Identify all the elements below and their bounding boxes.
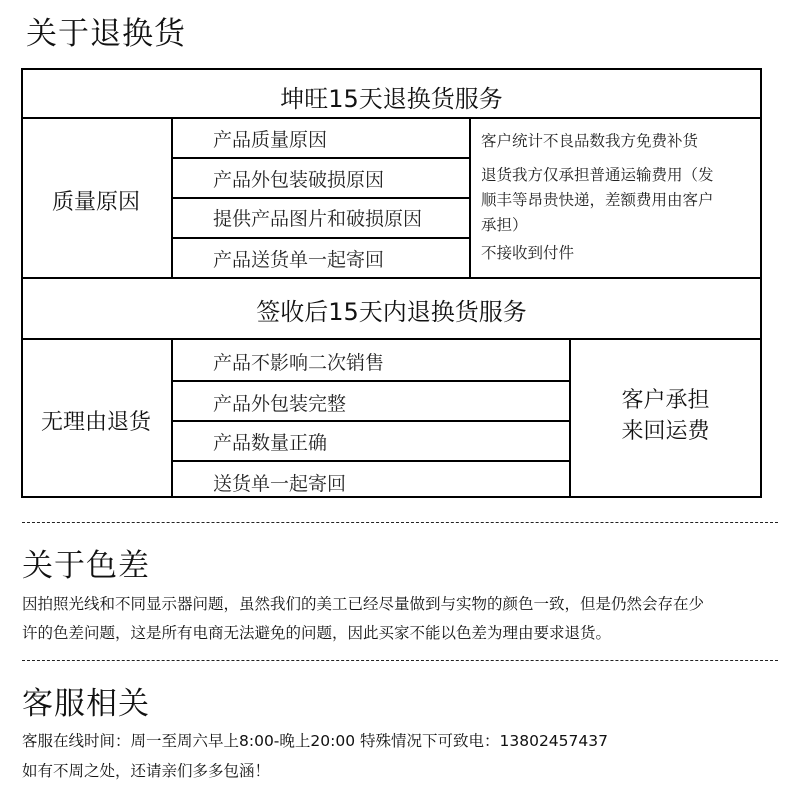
cost-line: 客户承担 — [621, 388, 710, 413]
no-reason-condition: 产品不影响二次销售 — [213, 352, 385, 374]
color-para-line: 因拍照光线和不同显示器问题，虽然我们的美工已经尽量做到与实物的颜色一致，但是仍然会存在少 — [22, 595, 705, 613]
table-header-kunwang-15day: 坤旺15天退换货服务 — [280, 85, 503, 113]
quality-note-shipping-cost — [481, 163, 714, 238]
cost-line: 来回运费 — [621, 419, 710, 444]
color-section-title: 关于色差 — [22, 548, 150, 584]
table-border-top — [21, 68, 762, 70]
no-reason-condition: 产品外包装完整 — [213, 393, 347, 415]
quality-note-free-replacement: 客户统计不良品数我方免费补货 — [481, 132, 699, 150]
quality-condition: 产品送货单一起寄回 — [213, 249, 385, 271]
quality-condition: 提供产品图片和破损原因 — [213, 208, 423, 230]
row-divider — [171, 197, 470, 199]
service-hours: 客服在线时间：周一至周六早上8:00-晚上20:00 特殊情况下可致电：13802457437 — [22, 732, 608, 750]
no-reason-condition: 产品数量正确 — [213, 432, 328, 454]
note-line: 承担） — [481, 216, 528, 234]
note-line: 退货我方仅承担普通运输费用（发 — [481, 166, 714, 184]
dashed-divider — [22, 660, 778, 661]
color-para-line: 许的色差问题，这是所有电商无法避免的问题，因此买家不能以色差为理由要求退货。 — [22, 624, 612, 642]
row-divider — [171, 380, 570, 382]
no-reason-return-label: 无理由退货 — [40, 410, 151, 435]
quality-condition: 产品质量原因 — [213, 129, 328, 151]
note-line: 顺丰等昂贵快递，差额费用由客户 — [481, 191, 714, 209]
quality-reason-label: 质量原因 — [51, 190, 140, 215]
quality-note-no-cod: 不接收到付件 — [481, 244, 575, 262]
row-divider — [171, 420, 570, 422]
table-header-15day-after-receipt: 签收后15天内退换货服务 — [256, 298, 527, 326]
row-divider — [21, 338, 762, 340]
row-divider — [21, 277, 762, 279]
row-divider — [171, 237, 470, 239]
row-divider — [171, 460, 570, 462]
col-divider — [171, 338, 173, 498]
table-border-right — [760, 68, 762, 498]
customer-bears-shipping — [571, 385, 760, 447]
table-border-bottom — [21, 496, 762, 498]
row-divider — [171, 157, 470, 159]
dashed-divider — [22, 522, 778, 523]
row-divider — [21, 117, 762, 119]
returns-section-title: 关于退换货 — [26, 16, 186, 52]
service-closing: 如有不周之处，还请亲们多多包涵！ — [22, 762, 271, 780]
service-section-title: 客服相关 — [22, 686, 150, 722]
quality-condition: 产品外包装破损原因 — [213, 169, 385, 191]
no-reason-condition: 送货单一起寄回 — [213, 473, 347, 495]
